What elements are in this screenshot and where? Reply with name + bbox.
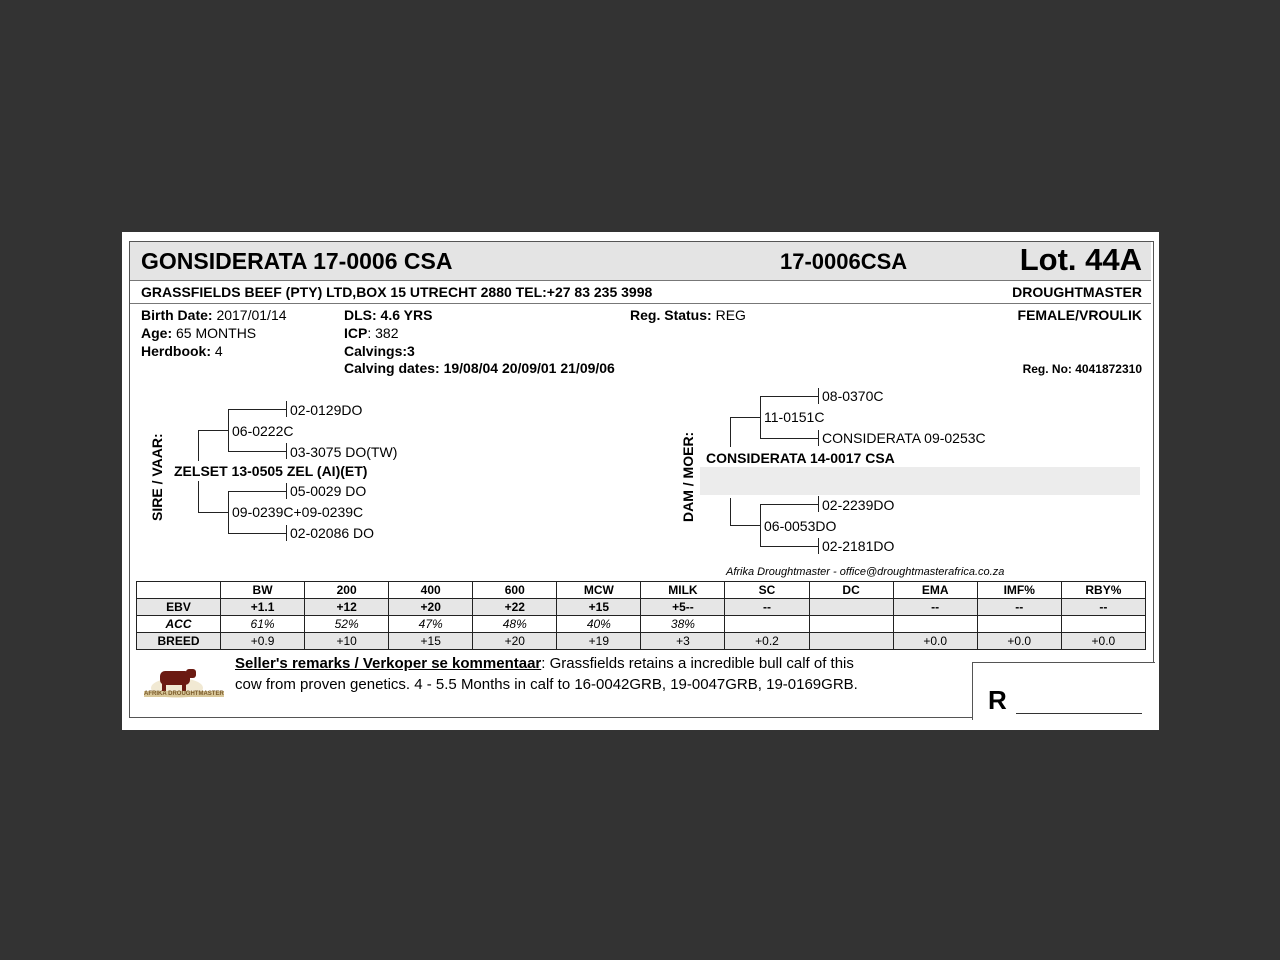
sire-connector	[286, 401, 287, 417]
dam-connector	[760, 504, 761, 546]
herdbook: Herdbook: 4	[141, 343, 223, 359]
breed-society-logo	[142, 663, 224, 703]
table-cell: +15	[557, 599, 641, 616]
column-header: 600	[473, 582, 557, 599]
dam-sire: 11-0151C	[764, 409, 825, 425]
dam-name: CONSIDERATA 14-0017 CSA	[706, 450, 895, 466]
remarks-title: Seller's remarks / Verkoper se kommentaar	[235, 655, 542, 672]
column-header: MILK	[641, 582, 725, 599]
table-cell: --	[893, 599, 977, 616]
table-cell: --	[725, 599, 809, 616]
table-cell	[809, 616, 893, 633]
dam-connector	[760, 438, 818, 439]
column-header: EMA	[893, 582, 977, 599]
calvings: Calvings:3	[344, 343, 415, 359]
sire-name: ZELSET 13-0505 ZEL (AI)(ET)	[174, 463, 368, 479]
table-cell	[893, 616, 977, 633]
dam-dam-sire: 02-2239DO	[822, 497, 895, 513]
sire-dam: 09-0239C+09-0239C	[232, 504, 364, 520]
table-cell: +20	[389, 599, 473, 616]
birth-date: Birth Date: 2017/01/14	[141, 307, 287, 323]
row-label: BREED	[137, 633, 221, 650]
dam-dam-dam: 02-2181DO	[822, 538, 895, 554]
row-label: EBV	[137, 599, 221, 616]
column-header: DC	[809, 582, 893, 599]
table-cell: +19	[557, 633, 641, 650]
table-cell: +5--	[641, 599, 725, 616]
dam-connector	[760, 396, 761, 438]
table-cell	[725, 616, 809, 633]
dam-connector	[818, 430, 819, 446]
sire-connector	[198, 512, 228, 513]
dls: DLS: 4.6 YRS	[344, 307, 433, 323]
sire-sire: 06-0222C	[232, 423, 294, 439]
sire-connector	[286, 483, 287, 499]
calving-dates: Calving dates: 19/08/04 20/09/01 21/09/06	[344, 360, 615, 376]
dam-highlight	[700, 467, 1140, 495]
sex: FEMALE/VROULIK	[1017, 307, 1142, 323]
dam-label: DAM / MOER:	[680, 431, 696, 522]
table-cell	[977, 616, 1061, 633]
dam-connector	[760, 396, 818, 397]
animal-name: GONSIDERATA 17-0006 CSA	[141, 248, 453, 274]
sire-connector	[228, 451, 286, 452]
table-cell: 48%	[473, 616, 557, 633]
reg-status: Reg. Status: REG	[630, 307, 746, 323]
age: Age: 65 MONTHS	[141, 325, 257, 341]
sire-connector	[228, 533, 286, 534]
table-cell	[809, 599, 893, 616]
seller-remarks	[235, 655, 854, 672]
sire-connector	[228, 491, 229, 533]
table-cell: --	[977, 599, 1061, 616]
price-label: R	[988, 685, 1007, 715]
sire-connector	[228, 409, 286, 410]
table-cell: +12	[305, 599, 389, 616]
table-cell	[809, 633, 893, 650]
table-cell: +15	[389, 633, 473, 650]
dam-connector	[730, 525, 760, 526]
table-cell: +22	[473, 599, 557, 616]
dam-connector	[818, 538, 819, 554]
table-cell: +0.0	[977, 633, 1061, 650]
table-cell: --	[1061, 599, 1145, 616]
sire-sire-dam: 03-3075 DO(TW)	[290, 444, 398, 460]
column-header: 400	[389, 582, 473, 599]
breeder-info: GRASSFIELDS BEEF (PTY) LTD,BOX 15 UTRECHT 2880 TEL:+27 83 235 3998	[141, 284, 653, 300]
dam-connector	[818, 388, 819, 404]
table-cell: 38%	[641, 616, 725, 633]
remarks-continued: cow from proven genetics. 4 - 5.5 Months in calf to 16-0042GRB, 19-0047GRB, 19-0169GRB.	[235, 676, 858, 693]
table-cell: +0.9	[221, 633, 305, 650]
remarks-text: : Grassfields retains a incredible bull calf of this	[541, 655, 854, 672]
column-header: BW	[221, 582, 305, 599]
column-header: SC	[725, 582, 809, 599]
sire-connector	[198, 430, 228, 431]
table-cell: +10	[305, 633, 389, 650]
column-header: RBY%	[1061, 582, 1145, 599]
table-cell: 61%	[221, 616, 305, 633]
table-cell: +0.0	[893, 633, 977, 650]
dam-connector	[730, 417, 760, 418]
column-header: MCW	[557, 582, 641, 599]
icp: ICP: 382	[344, 325, 399, 341]
price-input-line[interactable]	[1016, 713, 1142, 714]
sire-sire-sire: 02-0129DO	[290, 402, 363, 418]
contact-line: Afrika Droughtmaster - office@droughtmasterafrica.co.za	[726, 566, 1005, 578]
row-label: ACC	[137, 616, 221, 633]
dam-dam: 06-0053DO	[764, 518, 837, 534]
sire-connector	[228, 491, 286, 492]
breed-name: DROUGHTMASTER	[1012, 284, 1142, 300]
table-cell: 52%	[305, 616, 389, 633]
table-cell: +0.0	[1061, 633, 1145, 650]
sire-label: SIRE / VAAR:	[149, 433, 165, 521]
table-cell	[1061, 616, 1145, 633]
table-row	[137, 599, 1146, 616]
column-header: IMF%	[977, 582, 1061, 599]
dam-sire-sire: 08-0370C	[822, 388, 884, 404]
table-header-row	[137, 582, 1146, 599]
dam-connector	[760, 504, 818, 505]
table-row	[137, 633, 1146, 650]
table-cell: +20	[473, 633, 557, 650]
dam-connector	[818, 496, 819, 512]
lot-card	[122, 232, 1159, 730]
cow-icon	[142, 663, 212, 703]
column-header	[137, 582, 221, 599]
dam-sire-dam: CONSIDERATA 09-0253C	[822, 430, 986, 446]
lot-number: Lot. 44A	[1019, 242, 1142, 277]
sire-connector	[198, 481, 199, 512]
table-cell: +3	[641, 633, 725, 650]
dam-connector	[730, 417, 731, 447]
sire-dam-sire: 05-0029 DO	[290, 483, 367, 499]
column-header: 200	[305, 582, 389, 599]
table-row	[137, 616, 1146, 633]
sire-connector	[198, 430, 199, 461]
animal-code: 17-0006CSA	[780, 249, 908, 274]
reg-number: Reg. No: 4041872310	[1022, 362, 1142, 376]
sire-connector	[228, 409, 229, 451]
sire-connector	[286, 525, 287, 541]
logo-text: AFRIKA DROUGHTMASTER	[144, 691, 224, 697]
sire-connector	[286, 443, 287, 459]
dam-connector	[760, 546, 818, 547]
table-cell: 40%	[557, 616, 641, 633]
table-cell: +1.1	[221, 599, 305, 616]
table-cell: 47%	[389, 616, 473, 633]
ebv-table	[136, 581, 1146, 650]
sire-dam-dam: 02-02086 DO	[290, 525, 375, 541]
table-cell: +0.2	[725, 633, 809, 650]
dam-connector	[730, 498, 731, 525]
